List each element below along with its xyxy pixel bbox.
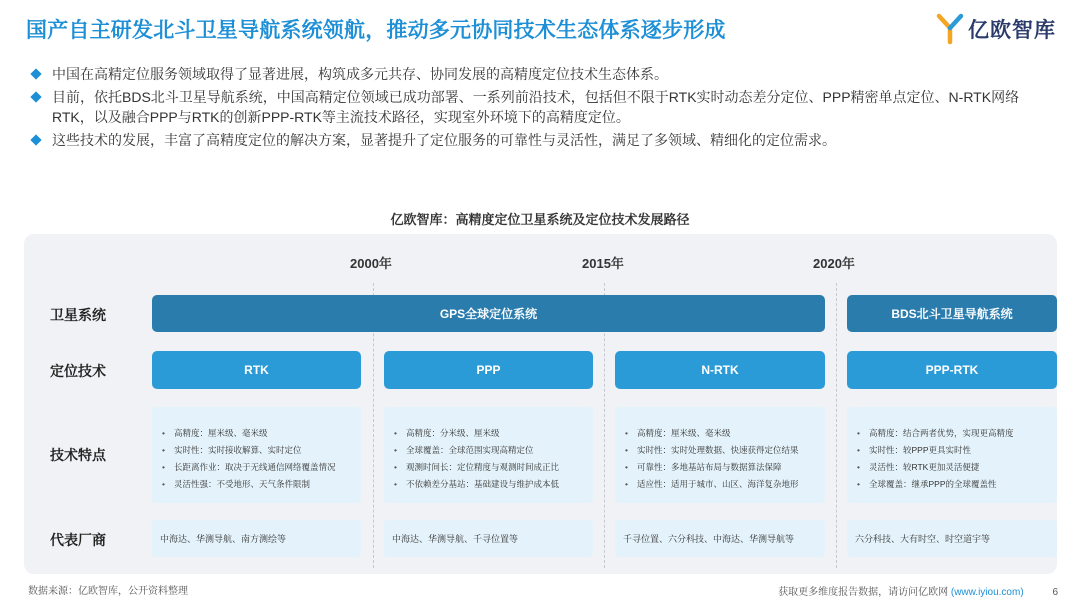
vendors-ppp: 中海达、华测导航、千寻位置等 (384, 520, 593, 557)
diamond-bullet-icon (30, 134, 41, 145)
row-label-technology: 定位技术 (50, 363, 106, 379)
source-note: 数据来源：亿欧智库，公开资料整理 (28, 586, 188, 597)
figure-title: 亿欧智库：高精度定位卫星系统及定位技术发展路径 (390, 212, 690, 227)
year-label-2000: 2000年 (350, 256, 392, 271)
feature-item: • 全球覆盖：继承PPP的全球覆盖性 (857, 476, 1057, 493)
feature-item: • 适应性：适用于城市、山区、海洋复杂地形 (625, 476, 825, 493)
row-label-features: 技术特点 (50, 447, 106, 463)
footer-link[interactable]: (www.iyiou.com) (950, 587, 1024, 598)
tech-bar-ppprtk: PPP-RTK (847, 351, 1057, 389)
footer-cta (778, 583, 1058, 598)
feature-item: • 全球覆盖：全球范围实现高精定位 (394, 442, 593, 459)
year-label-2020: 2020年 (813, 256, 855, 271)
tech-bar-rtk: RTK (152, 351, 361, 389)
bullet-item (30, 64, 1060, 84)
vendors-ppprtk: 六分科技、大有时空、时空道宇等 (847, 520, 1057, 557)
vendors-rtk: 中海达、华测导航、南方测绘等 (152, 520, 361, 557)
bullet-item (30, 130, 1060, 150)
page-title: 国产自主研发北斗卫星导航系统领航，推动多元协同技术生态体系逐步形成 (26, 19, 726, 42)
features-card-ppp (384, 407, 593, 503)
satellite-bar-gps: GPS全球定位系统 (152, 295, 825, 332)
diamond-bullet-icon (30, 68, 41, 79)
feature-item: • 不依赖差分基站：基础建设与维护成本低 (394, 476, 593, 493)
features-card-rtk (152, 407, 361, 503)
features-card-ppprtk (847, 407, 1057, 503)
logo-mark-icon (936, 13, 964, 45)
bullet-list (30, 64, 1060, 153)
year-label-2015: 2015年 (582, 256, 624, 271)
bullet-text: 中国在高精定位服务领域取得了显著进展，构筑成多元共存、协同发展的高精度定位技术生态体系。 (52, 66, 668, 82)
bullet-text: 目前，依托BDS北斗卫星导航系统，中国高精定位领域已成功部署、一系列前沿技术，包括但不限于RTK实时动态差分定位、PPP精密单点定位、N-RTK网络RTK，以及融合PPP与RTK的创新PPP-RTK等主流技术路径，实现室外环境下的高精度定位。 (52, 89, 1020, 125)
bullet-item (30, 87, 1060, 127)
satellite-bar-bds: BDS北斗卫星导航系统 (847, 295, 1057, 332)
brand-logo (936, 12, 1056, 46)
feature-item: • 实时性：实时接收解算、实时定位 (162, 442, 361, 459)
feature-item: • 灵活性强：不受地形、天气条件限制 (162, 476, 361, 493)
bullet-text: 这些技术的发展，丰富了高精度定位的解决方案，显著提升了定位服务的可靠性与灵活性，满足了多领域、精细化的定位需求。 (52, 132, 836, 148)
feature-item: • 高精度：结合两者优势，实现更高精度 (857, 425, 1057, 442)
feature-item: • 高精度：分米级、厘米级 (394, 425, 593, 442)
timeline-divider (836, 283, 837, 568)
feature-item: • 高精度：厘米级、毫米级 (625, 425, 825, 442)
diamond-bullet-icon (30, 91, 41, 102)
feature-item: • 长距离作业：取决于无线通信网络覆盖情况 (162, 459, 361, 476)
row-label-satellite: 卫星系统 (50, 307, 106, 323)
tech-bar-nrtk: N-RTK (615, 351, 825, 389)
row-label-vendors: 代表厂商 (50, 532, 106, 548)
feature-item: • 实时性：实时处理数据、快速获得定位结果 (625, 442, 825, 459)
feature-item: • 可靠性：多地基站布局与数据算法保障 (625, 459, 825, 476)
vendors-nrtk: 千寻位置、六分科技、中海达、华测导航等 (615, 520, 825, 557)
footer-cta-text: 获取更多维度报告数据，请访问亿欧网 (778, 587, 949, 598)
feature-item: • 灵活性：较RTK更加灵活便捷 (857, 459, 1057, 476)
feature-item: • 实时性：较PPP更具实时性 (857, 442, 1057, 459)
feature-item: • 观测时间长：定位精度与观测时间成正比 (394, 459, 593, 476)
page-number: 6 (1052, 587, 1058, 598)
feature-item: • 高精度：厘米级、毫米级 (162, 425, 361, 442)
tech-bar-ppp: PPP (384, 351, 593, 389)
logo-text: 亿欧智库 (968, 19, 1056, 42)
features-card-nrtk (615, 407, 825, 503)
